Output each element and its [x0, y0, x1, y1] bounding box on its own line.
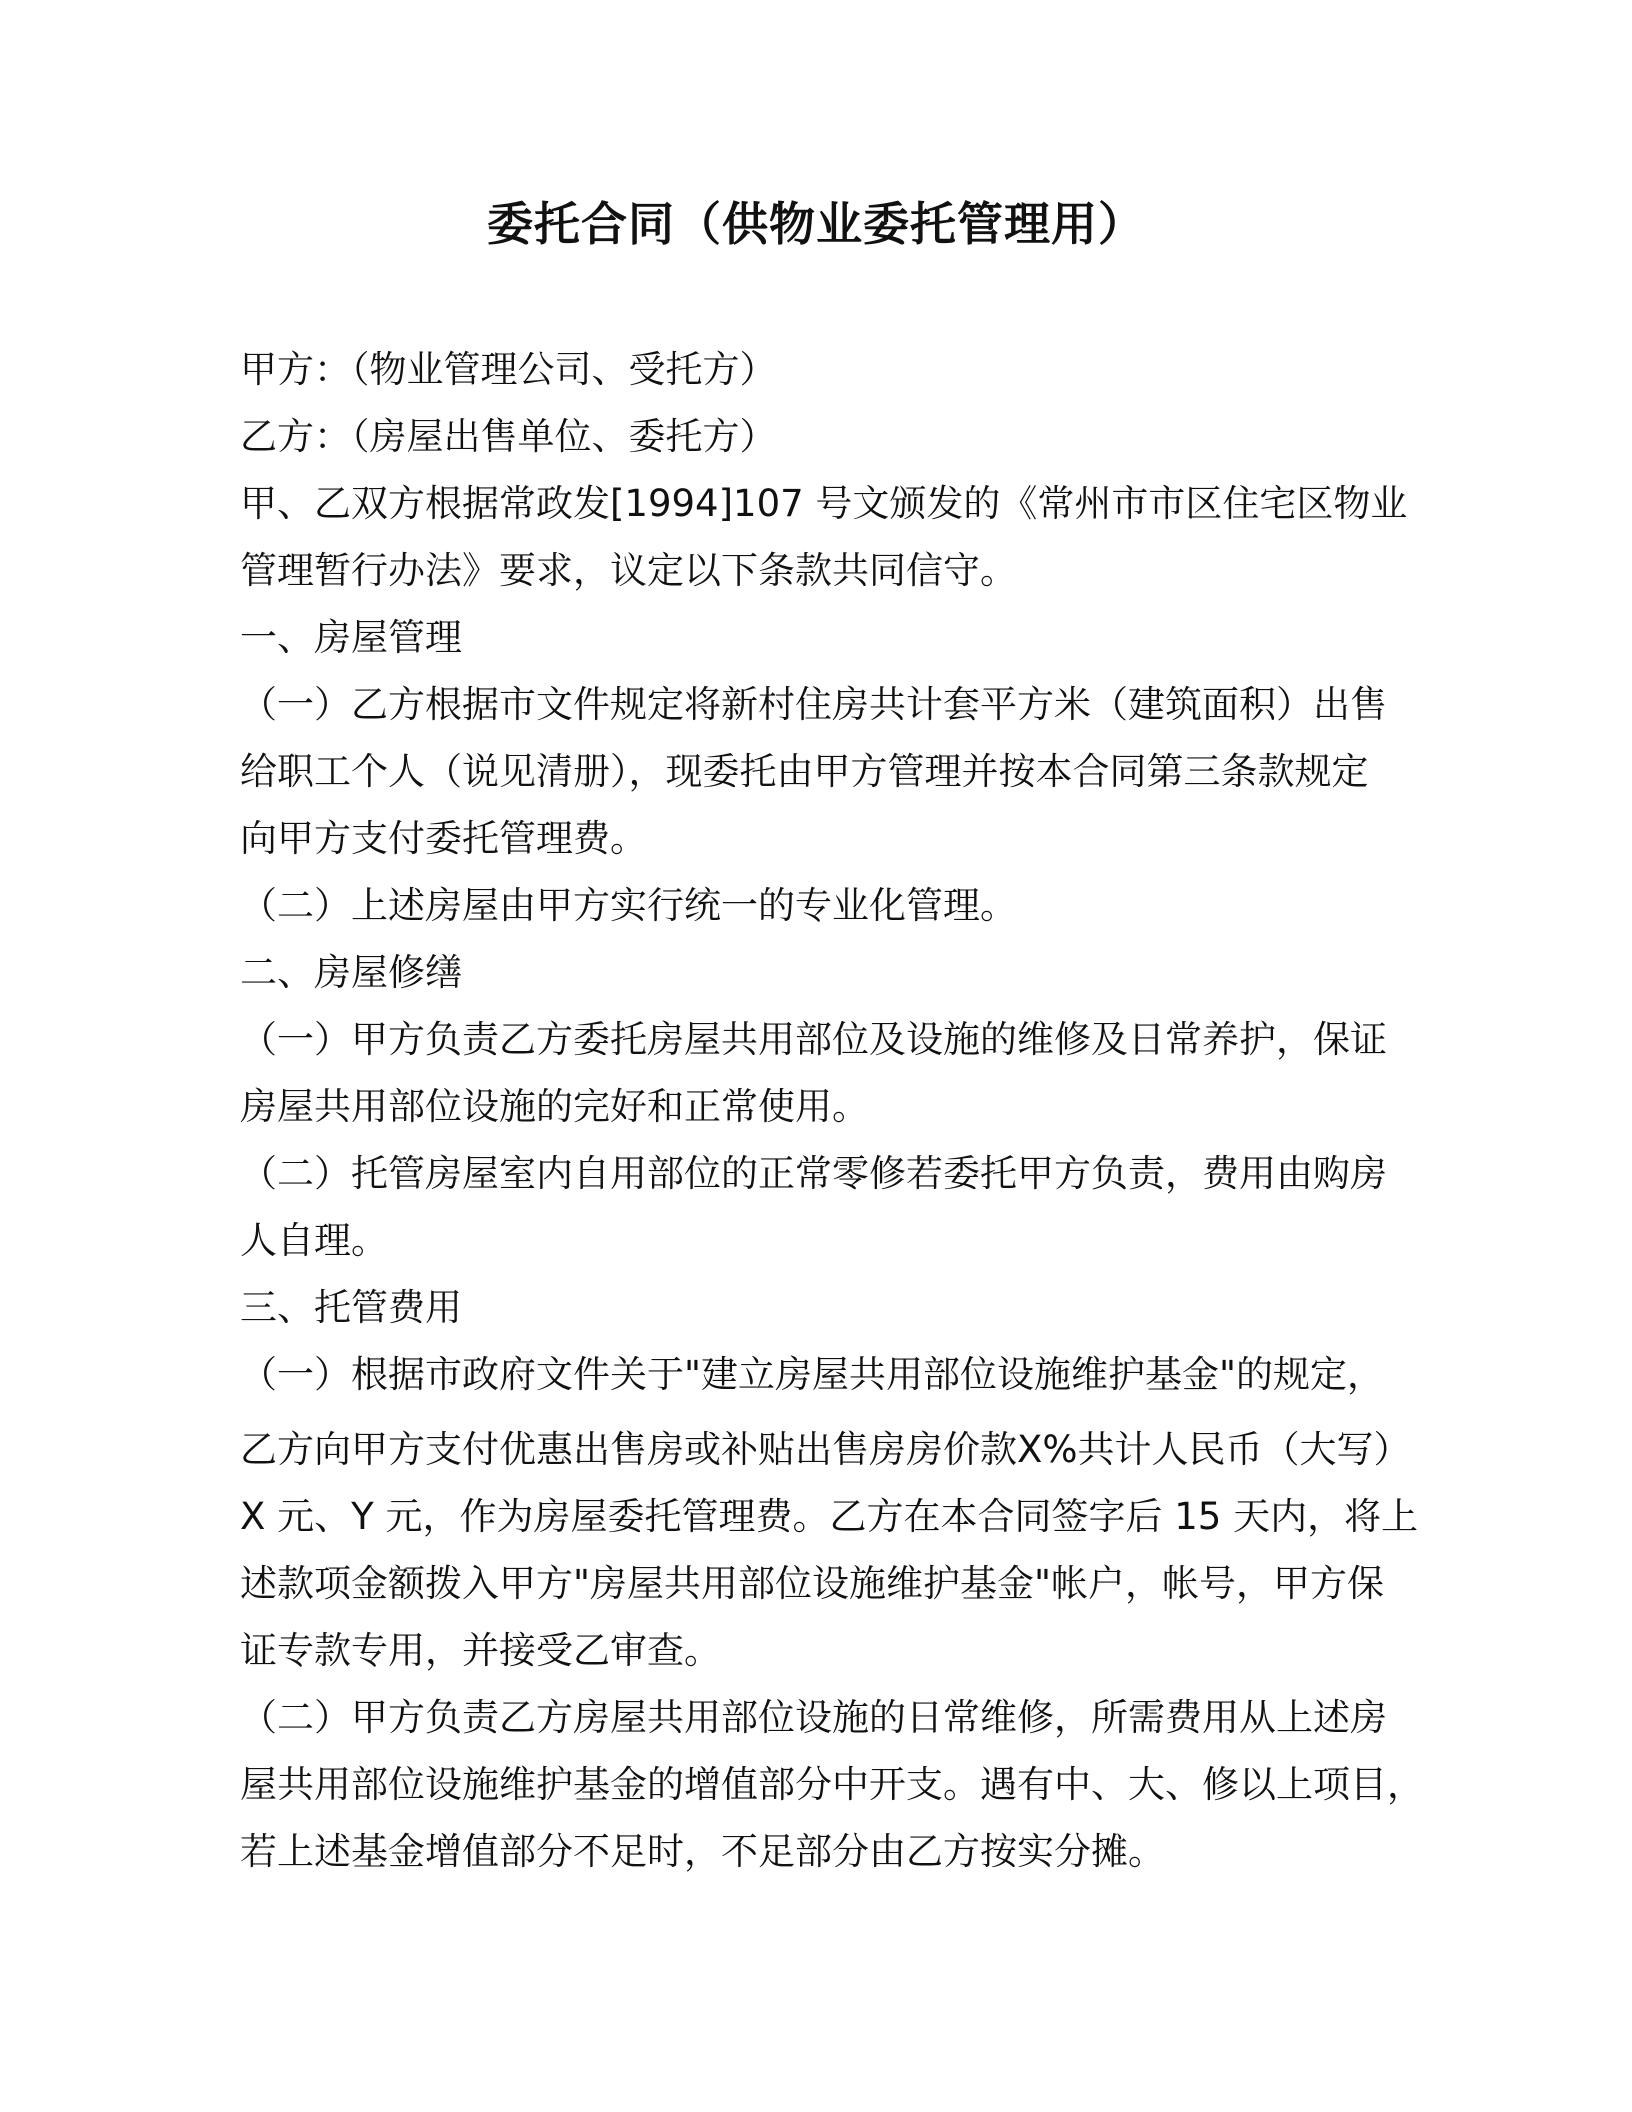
clause-3-1-line-4: 述款项金额拨入甲方"房屋共用部位设施维护基金"帐户，帐号，甲方保 [240, 1562, 1385, 1605]
document-title: 委托合同（供物业委托管理用） [487, 197, 1145, 251]
clause-1-1-line-3: 向甲方支付委托管理费。 [240, 817, 647, 860]
clause-3-1-line-2: 乙方向甲方支付优惠出售房或补贴出售房房价款X%共计人民币（大写） [240, 1428, 1411, 1471]
section-heading-2: 二、房屋修缮 [240, 951, 462, 994]
clause-1-1-line-2: 给职工个人（说见清册），现委托由甲方管理并按本合同第三条款规定 [240, 750, 1369, 793]
preamble-line-2: 管理暂行办法》要求，议定以下条款共同信守。 [240, 549, 1017, 592]
clause-3-1-line-3: X 元、Y 元，作为房屋委托管理费。乙方在本合同签字后 15 天内，将上 [240, 1495, 1419, 1538]
document-body [240, 336, 1424, 1885]
clause-2-2-line-2: 人自理。 [240, 1219, 388, 1262]
clause-2-1-line-1: （一）甲方负责乙方委托房屋共用部位及设施的维修及日常养护，保证 [240, 1018, 1387, 1061]
party-a-line: 甲方：（物业管理公司、受托方） [240, 348, 777, 391]
section-heading-1: 一、房屋管理 [240, 616, 462, 659]
preamble-line-1: 甲、乙双方根据常政发[1994]107 号文颁发的《常州市市区住宅区物业 [240, 482, 1408, 525]
clause-3-1-line-5: 证专款专用，并接受乙审查。 [240, 1629, 721, 1672]
clause-3-1-line-1: （一）根据市政府文件关于"建立房屋共用部位设施维护基金"的规定， [240, 1353, 1385, 1396]
party-b-line: 乙方：（房屋出售单位、委托方） [240, 415, 777, 458]
clause-3-2-line-2: 屋共用部位设施维护基金的增值部分中开支。遇有中、大、修以上项目， [240, 1763, 1424, 1806]
clause-1-2-line-1: （二）上述房屋由甲方实行统一的专业化管理。 [240, 884, 1017, 927]
section-heading-3: 三、托管费用 [240, 1286, 462, 1329]
clause-2-1-line-2: 房屋共用部位设施的完好和正常使用。 [240, 1085, 869, 1128]
clause-3-2-line-1: （二）甲方负责乙方房屋共用部位设施的日常维修，所需费用从上述房 [240, 1696, 1387, 1739]
clause-3-2-line-3: 若上述基金增值部分不足时，不足部分由乙方按实分摊。 [240, 1830, 1165, 1873]
clause-2-2-line-1: （二）托管房屋室内自用部位的正常零修若委托甲方负责，费用由购房 [240, 1152, 1387, 1195]
clause-1-1-line-1: （一）乙方根据市文件规定将新村住房共计套平方米（建筑面积）出售 [240, 683, 1387, 726]
